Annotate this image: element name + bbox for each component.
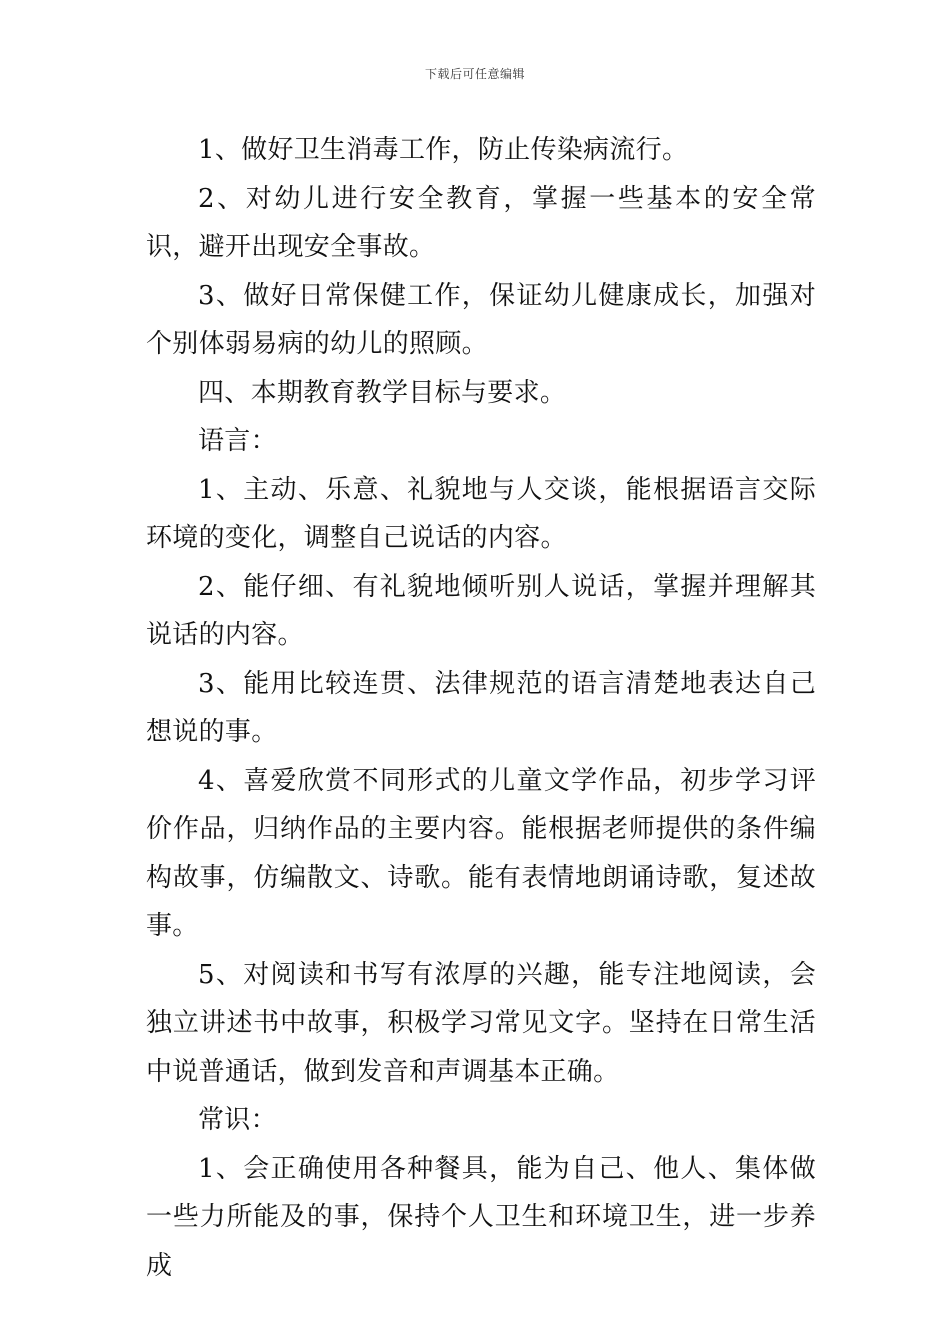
subheading-language: 语言：	[198, 426, 277, 456]
paragraph-language-2: 2、能仔细、有礼貌地倾听别人说话，掌握并理解其说话的内容。	[146, 571, 816, 650]
paragraph-language-1: 1、主动、乐意、礼貌地与人交谈，能根据语言交际环境的变化，调整自己说话的内容。	[146, 474, 816, 553]
paragraph-language-5: 5、对阅读和书写有浓厚的兴趣，能专注地阅读，会独立讲述书中故事，积极学习常见文字。坚持在日常生活中说普通话，做到发音和声调基本正确。	[146, 959, 816, 1087]
document-body	[146, 126, 816, 1290]
paragraph-language-3: 3、能用比较连贯、法律规范的语言清楚地表达自己想说的事。	[146, 668, 816, 747]
page-header: 下载后可任意编辑	[424, 67, 525, 81]
paragraph-health-care: 3、做好日常保健工作，保证幼儿健康成长，加强对个别体弱易病的幼儿的照顾。	[146, 280, 816, 359]
paragraph-safety: 2、对幼儿进行安全教育，掌握一些基本的安全常识，避开出现安全事故。	[146, 183, 816, 262]
subheading-general-knowledge: 常识：	[198, 1105, 277, 1135]
section-heading-goals: 四、本期教育教学目标与要求。	[198, 377, 567, 408]
paragraph-knowledge-1: 1、会正确使用各种餐具，能为自己、他人、集体做一些力所能及的事，保持个人卫生和环境卫生，进一步养成	[146, 1153, 816, 1281]
paragraph-hygiene: 1、做好卫生消毒工作，防止传染病流行。	[198, 135, 689, 165]
paragraph-language-4: 4、喜爱欣赏不同形式的儿童文学作品，初步学习评价作品，归纳作品的主要内容。能根据老师提供的条件编构故事，仿编散文、诗歌。能有表情地朗诵诗歌，复述故事。	[146, 765, 816, 941]
